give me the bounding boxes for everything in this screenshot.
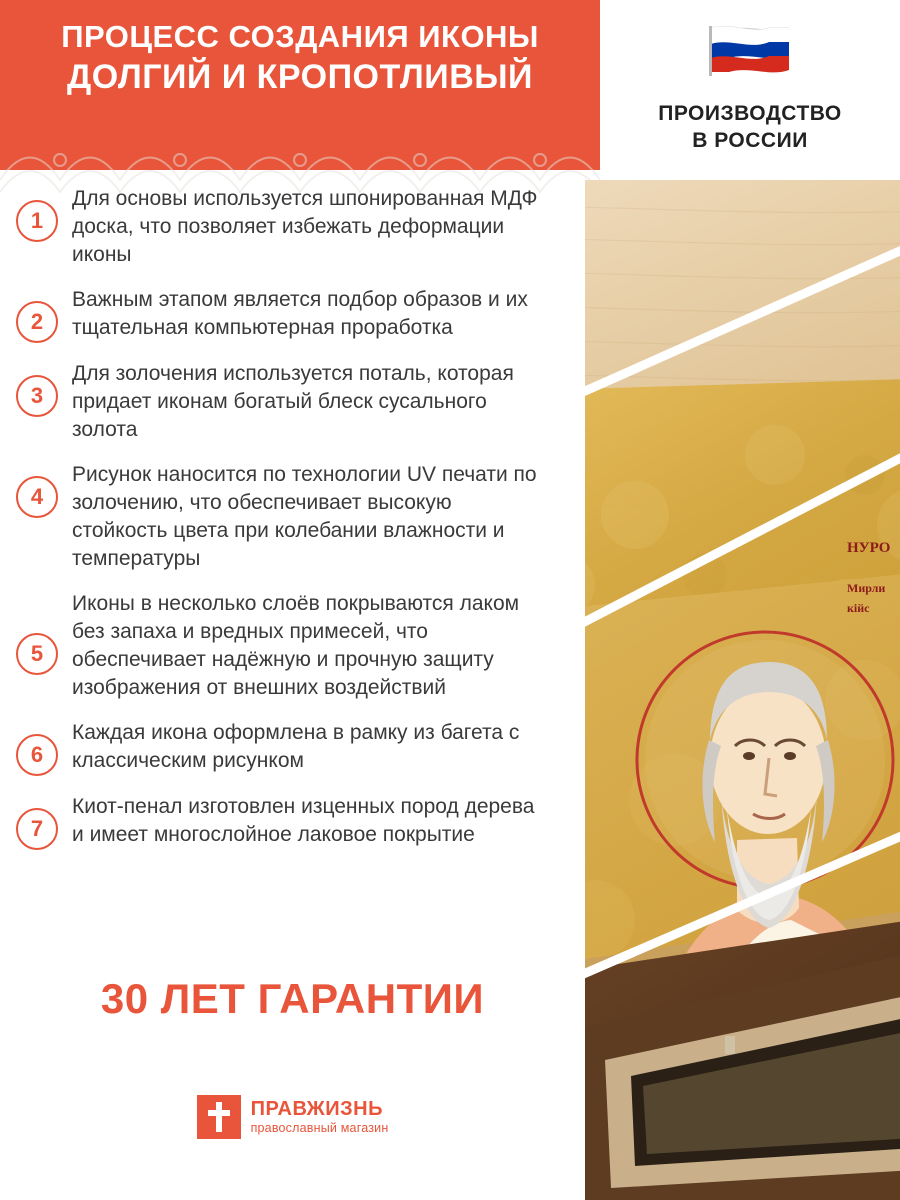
step-number-7: 7 [16,808,58,850]
list-item [0,714,585,776]
step-text-4: Рисунок наносится по технологии UV печати по золочению, что обеспечивает высокую стойкость цвета при колебании влажности и температуры [72,463,537,570]
production-label [600,100,900,154]
list-item [0,281,585,343]
step-number-4: 4 [16,476,58,518]
guarantee-headline: 30 ЛЕТ ГАРАНТИИ [100,975,485,1022]
production-badge [600,0,900,170]
step-number-1: 1 [16,200,58,242]
cross-icon [197,1095,241,1139]
logo-text [251,1098,389,1136]
step-text-1: Для основы используется шпонированная МДФ доска, что позволяет избежать деформации иконы [72,187,538,266]
icon-inscription-line3: кiйс [847,601,870,615]
header-title [0,18,600,98]
header-title-line1: ПРОЦЕСС СОЗДАНИЯ ИКОНЫ [61,19,539,54]
logo-name: ПРАВЖИЗНЬ [250,1098,383,1120]
step-text-2: Важным этапом является подбор образов и их тщательная компьютерная проработка [72,288,528,339]
list-item [0,585,585,702]
list-item [0,355,585,444]
list-item [0,456,585,573]
logo-subtitle: православный магазин [250,1121,389,1135]
icon-photo-collage [585,180,900,1200]
step-number-3: 3 [16,375,58,417]
step-number-5: 5 [16,633,58,675]
list-item [0,180,585,269]
list-item [0,788,585,850]
icon-inscription-line1: НУРО [847,540,891,556]
step-text-7: Киот-пенал изготовлен изценных пород дерева и имеет многослойное лаковое покрытие [72,795,535,846]
header-title-line2: ДОЛГИЙ И КРОПОТЛИВЫЙ [67,58,533,96]
step-text-6: Каждая икона оформлена в рамку из багета с классическим рисунком [72,721,520,772]
production-label-line1: ПРОИЗВОДСТВО [658,102,842,125]
steps-list [0,180,585,1200]
icon-inscription-line2: Мирли [847,581,886,595]
step-number-6: 6 [16,734,58,776]
production-label-line2: В РОССИИ [692,129,808,152]
step-text-3: Для золочения используется поталь, которая придает иконам богатый блеск сусального золота [72,362,514,441]
step-number-2: 2 [16,301,58,343]
diagonal-separators [585,180,900,1200]
step-text-5: Иконы в несколько слоёв покрываются лаком без запаха и вредных примесей, что обеспечивает надёжную и прочную защиту изображения от внешних воздействий [72,592,520,699]
russian-flag-icon [707,22,793,80]
brand-logo [0,1095,585,1139]
